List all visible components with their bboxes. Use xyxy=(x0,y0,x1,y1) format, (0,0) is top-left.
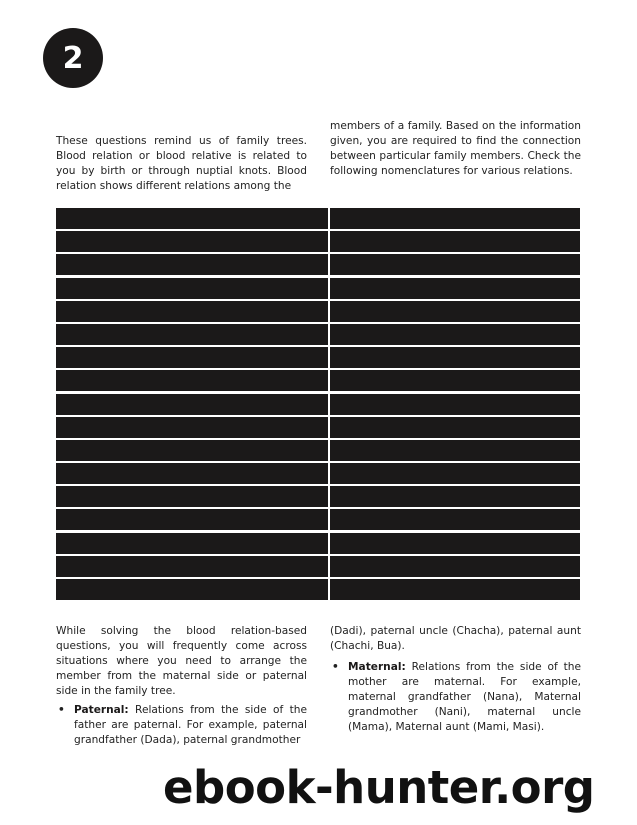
table-cell-left xyxy=(56,254,328,275)
table-cell-right xyxy=(330,231,580,252)
table-cell-left xyxy=(56,231,328,252)
table-cell-left xyxy=(56,556,328,577)
table-cell-right xyxy=(330,463,580,484)
body-paragraph: While solving the blood relation-based questions, you will frequently come across situations where you need to arrange the member from the maternal side or paternal side in the family tree. xyxy=(56,625,307,697)
table-cell-right xyxy=(330,417,580,438)
table-cell-left xyxy=(56,208,328,229)
table-cell-right xyxy=(330,556,580,577)
table-cell-left xyxy=(56,370,328,391)
table-cell-right xyxy=(330,579,580,600)
table-cell-left xyxy=(56,347,328,368)
table-cell-right xyxy=(330,324,580,345)
table-cell-right xyxy=(330,301,580,322)
table-cell-left xyxy=(56,301,328,322)
intro-left-column xyxy=(56,134,307,194)
chapter-number: 2 xyxy=(62,40,84,76)
watermark: ebook-hunter.org xyxy=(163,761,595,814)
bullet-text-paternal: Relations from the side of the father are paternal. For example, paternal grandfather (Dada), paternal grandmother xyxy=(74,704,307,746)
bullet-marker: • xyxy=(332,661,339,673)
table-cell-right xyxy=(330,509,580,530)
intro-paragraph-left: These questions remind us of family trees. Blood relation or blood relative is related to you by birth or through nuptial knots. Blood relation shows different relations among the xyxy=(56,135,307,192)
table-cell-left xyxy=(56,417,328,438)
bullet-maternal xyxy=(330,660,581,735)
table-cell-left xyxy=(56,533,328,554)
table-cell-right xyxy=(330,208,580,229)
table-cell-right xyxy=(330,278,580,299)
table-cell-left xyxy=(56,324,328,345)
intro-right-column xyxy=(330,119,581,179)
body-continuation: (Dadi), paternal uncle (Chacha), paternal aunt (Chachi, Bua). xyxy=(330,625,581,652)
bullet-text-maternal: Relations from the side of the mother are maternal. For example, maternal grandfather (Nana), Maternal grandmother (Nani), maternal uncle (Mama), Maternal aunt (Mami, Masi). xyxy=(348,661,581,733)
table-cell-left xyxy=(56,579,328,600)
table-cell-right xyxy=(330,370,580,391)
bullet-term-maternal: Maternal: xyxy=(348,661,406,673)
table-cell-right xyxy=(330,440,580,461)
table-cell-right xyxy=(330,486,580,507)
table-cell-right xyxy=(330,347,580,368)
relations-table xyxy=(56,208,580,601)
bullet-paternal xyxy=(56,703,307,748)
table-cell-right xyxy=(330,533,580,554)
bullet-marker: • xyxy=(58,704,65,716)
table-cell-left xyxy=(56,394,328,415)
body-left-column xyxy=(56,624,307,748)
table-cell-right xyxy=(330,254,580,275)
table-cell-right xyxy=(330,394,580,415)
body-right-column xyxy=(330,624,581,735)
table-cell-left xyxy=(56,278,328,299)
bullet-term-paternal: Paternal: xyxy=(74,704,129,716)
intro-paragraph-right: members of a family. Based on the information given, you are required to find the connection between particular family members. Check the following nomenclatures for various relations. xyxy=(330,120,581,177)
table-cell-left xyxy=(56,440,328,461)
chapter-number-badge xyxy=(43,28,103,88)
table-cell-left xyxy=(56,509,328,530)
table-cell-left xyxy=(56,486,328,507)
table-cell-left xyxy=(56,463,328,484)
